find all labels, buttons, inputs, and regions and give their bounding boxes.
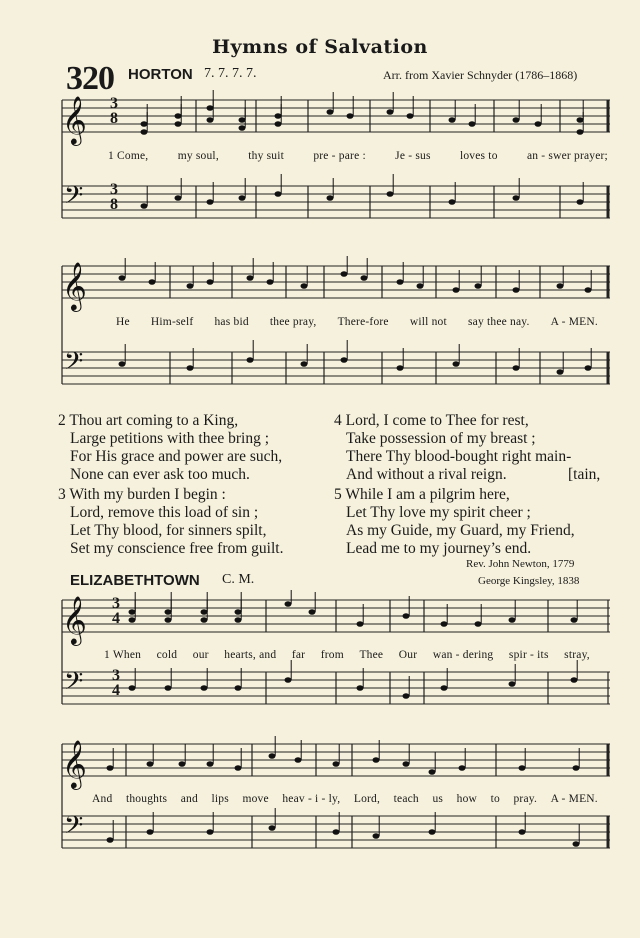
notehead [571,617,578,623]
notehead [187,365,194,371]
notehead [147,829,154,835]
notehead [207,279,214,285]
lyric-syllable: hearts, and [224,649,277,661]
notehead [577,199,584,205]
notehead [441,685,448,691]
lyric-syllable: There-fore [337,316,389,328]
notehead [357,621,364,627]
lyric-syllable: my soul, [177,150,219,162]
notehead [301,361,308,367]
lyric-syllable: Lord, [353,793,381,805]
tune-name-horton: HORTON [128,66,193,83]
time-signature-elizabethtown-bass [112,668,120,698]
treble-clef-icon: 𝄞 [62,739,87,788]
lyrics-horton-line1 [108,150,608,162]
notehead [129,685,136,691]
notehead [175,113,182,119]
notehead [403,693,410,699]
stanza-2 [58,412,282,484]
author-credit: Rev. John Newton, 1779 [466,558,575,570]
stanza-line: 2 Thou art coming to a King, [58,412,239,429]
composer-credit: George Kingsley, 1838 [478,575,580,587]
lyric-syllable: 1 When [104,649,142,661]
notehead [397,365,404,371]
bass-clef-icon: 𝄢 [64,667,84,702]
stanza-line: Set my conscience free from guilt. [70,540,284,557]
notehead [513,117,520,123]
lyric-syllable: A - MEN. [550,316,598,328]
notehead [449,199,456,205]
lyric-syllable: pre - pare : [313,150,366,162]
notehead [429,829,436,835]
lyric-syllable: has bid [214,316,249,328]
arranger-credit: Arr. from Xavier Schnyder (1786–1868) [383,68,578,82]
time-signature-top: 3 [110,181,118,198]
notehead [577,129,584,135]
stanza-line: 4 Lord, I come to Thee for rest, [334,412,529,429]
treble-staff [62,261,610,312]
treble-clef-icon: 𝄞 [62,95,87,144]
treble-staff [62,95,610,146]
notehead [459,765,466,771]
notehead [239,117,246,123]
lyric-syllable: A - MEN. [550,793,598,805]
notehead [275,113,282,119]
notehead [147,761,154,767]
notehead [333,829,340,835]
notehead [275,191,282,197]
hymn-number: 320 [66,60,114,97]
notehead [573,765,580,771]
lyric-syllable: an - swer prayer; [526,150,608,162]
notehead [403,761,410,767]
lyric-syllable: stray, [564,649,590,661]
notehead [341,271,348,277]
notehead [207,117,214,123]
notehead [247,357,254,363]
notehead [557,283,564,289]
stanza-line: Lead me to my journey’s end. [346,540,532,557]
notehead [407,113,414,119]
stanza-line: None can ever ask too much. [70,466,250,483]
notehead [387,109,394,115]
stanza-line: Take possession of my breast ; [346,430,536,447]
stanza-line: 5 While I am a pilgrim here, [334,486,510,503]
time-signature-horton [110,96,118,126]
lyric-syllable: thee pray, [269,316,317,328]
notehead [275,121,282,127]
notehead [453,361,460,367]
bass-clef-icon: 𝄢 [64,181,84,216]
notehead [201,685,208,691]
stanza-line: For His grace and power are such, [70,448,283,465]
lyric-syllable: spir - its [508,649,549,661]
lyric-syllable: from [320,649,344,661]
notehead [141,203,148,209]
notehead [175,121,182,127]
notehead [357,685,364,691]
lyric-syllable: teach [393,793,419,805]
bass-staff [62,347,610,384]
notehead [141,129,148,135]
notehead [207,829,214,835]
notehead [165,685,172,691]
stanza-line: Large petitions with thee bring ; [70,430,270,447]
stanza-line: Let Thy love my spirit cheer ; [346,504,531,521]
notehead [269,825,276,831]
bass-clef-icon: 𝄢 [64,347,84,382]
notehead [107,765,114,771]
notehead [509,681,516,687]
stanza-line: And without a rival reign. [346,466,507,483]
time-signature-top: 3 [110,95,118,112]
notehead [519,829,526,835]
notehead [535,121,542,127]
notehead [207,199,214,205]
time-signature-bottom: 8 [110,110,118,127]
lyric-syllable: lips [211,793,229,805]
notehead [119,275,126,281]
notehead [149,279,156,285]
notehead [285,601,292,607]
notehead [201,617,208,623]
lyric-syllable: to [490,793,500,805]
notehead [175,195,182,201]
notehead [387,191,394,197]
treble-clef-icon: 𝄞 [62,595,87,644]
stanza-line: As my Guide, my Guard, my Friend, [346,522,575,539]
notehead [347,113,354,119]
lyric-syllable: Him-self [150,316,194,328]
lyric-syllable: Thee [359,649,384,661]
lyrics-elizabethtown-line1 [104,649,590,661]
lyric-syllable: 1 Come, [108,150,149,162]
time-signature-top: 3 [112,595,120,612]
notehead [327,109,334,115]
lyric-syllable: Our [398,649,418,661]
notehead [239,125,246,131]
stanza-line: 3 With my burden I begin : [58,486,226,503]
stanza-line-continuation: [tain, [568,466,601,483]
notehead [333,761,340,767]
notehead [513,365,520,371]
notehead [513,195,520,201]
music-system-horton-2 [60,256,616,406]
music-system-horton-1 [60,90,616,240]
lyric-syllable: and [180,793,198,805]
notehead [449,117,456,123]
time-signature-horton-bass [110,182,118,212]
time-signature-bottom: 4 [112,610,120,627]
notehead [187,283,194,289]
notehead [469,121,476,127]
stanza-5 [334,486,575,558]
notehead [141,121,148,127]
notehead [235,765,242,771]
notehead [571,677,578,683]
notehead [207,761,214,767]
lyrics-horton-line2 [116,316,598,328]
notehead [577,117,584,123]
notehead [247,275,254,281]
lyric-syllable: us [432,793,444,805]
notehead [417,283,424,289]
notehead [201,609,208,615]
notehead [373,833,380,839]
lyric-syllable: move [242,793,269,805]
lyric-syllable: And [92,793,113,805]
meter-elizabethtown: C. M. [222,572,255,587]
notehead [585,365,592,371]
notehead [235,685,242,691]
lyric-syllable: how [456,793,478,805]
notehead [269,753,276,759]
notehead [295,757,302,763]
lyric-syllable: our [192,649,209,661]
notehead [361,275,368,281]
notehead [119,361,126,367]
notehead [585,287,592,293]
notehead [475,283,482,289]
notehead [179,761,186,767]
lyric-syllable: loves to [459,150,498,162]
bass-clef-icon: 𝄢 [64,811,84,846]
stanza-line: Let Thy blood, for sinners spilt, [70,522,267,539]
notehead [165,617,172,623]
notehead [519,765,526,771]
lyric-syllable: cold [156,649,178,661]
notehead [429,769,436,775]
notehead [165,609,172,615]
lyric-syllable: He [116,316,130,328]
notehead [513,287,520,293]
lyrics-elizabethtown-line2 [92,793,598,805]
notehead [475,621,482,627]
notes [129,590,578,699]
tune-name-elizabethtown: ELIZABETHTOWN [70,572,200,589]
page-title: Hymns of Salvation [212,36,428,58]
meter-horton: 7. 7. 7. 7. [204,66,257,81]
notehead [239,195,246,201]
stanza-line: Lord, remove this load of sin ; [70,504,259,521]
notehead [267,279,274,285]
treble-clef-icon: 𝄞 [62,261,87,310]
lyric-syllable: Je - sus [395,150,431,162]
notes [107,736,580,847]
time-signature-bottom: 4 [112,682,120,699]
notehead [403,613,410,619]
stanza-3 [58,486,283,558]
notehead [573,841,580,847]
notehead [207,105,214,111]
lyric-syllable: will not [409,316,447,328]
notehead [301,283,308,289]
notehead [129,609,136,615]
notehead [285,677,292,683]
bass-staff [62,181,610,218]
time-signature-elizabethtown [112,596,120,626]
notehead [129,617,136,623]
notehead [309,609,316,615]
notehead [557,369,564,375]
time-signature-top: 3 [112,667,120,684]
time-signature-bottom: 8 [110,196,118,213]
notehead [341,357,348,363]
stanza-line: There Thy blood-bought right main- [346,448,572,465]
notehead [327,195,334,201]
lyric-syllable: far [291,649,306,661]
lyric-syllable: thoughts [125,793,168,805]
notehead [235,617,242,623]
stanza-4 [334,412,571,484]
lyric-syllable: wan - dering [432,649,494,661]
lyric-syllable: pray. [513,793,538,805]
notehead [373,757,380,763]
notehead [107,837,114,843]
notehead [397,279,404,285]
notehead [509,617,516,623]
notehead [441,621,448,627]
notehead [453,287,460,293]
notehead [235,609,242,615]
lyric-syllable: thy suit [248,150,285,162]
lyric-syllable: heav - i - ly, [282,793,341,805]
lyric-syllable: say thee nay. [467,316,530,328]
